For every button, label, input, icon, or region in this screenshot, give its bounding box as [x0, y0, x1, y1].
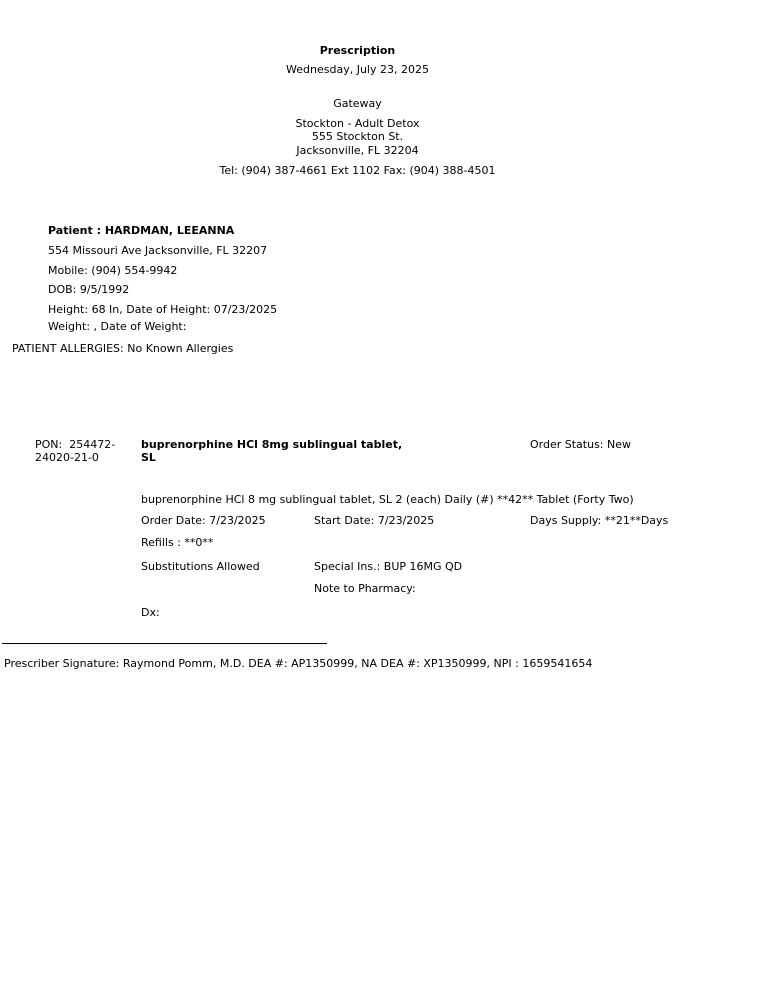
patient-height: Height: 68 In, Date of Height: 07/23/2025: [48, 303, 278, 316]
facility-contact: Tel: (904) 387-4661 Ext 1102 Fax: (904) 388-4501: [219, 164, 496, 177]
patient-address: 554 Missouri Ave Jacksonville, FL 32207: [48, 244, 268, 257]
start-date: Start Date: 7/23/2025: [314, 514, 435, 527]
substitutions: Substitutions Allowed: [141, 560, 260, 573]
drug-name-line-1: buprenorphine HCl 8mg sublingual tablet,: [141, 438, 403, 451]
pon-line-1: PON: 254472-: [35, 438, 116, 451]
document-title: Prescription: [319, 44, 396, 57]
days-supply: Days Supply: **21**Days: [530, 514, 669, 527]
patient-allergies: PATIENT ALLERGIES: No Known Allergies: [12, 342, 234, 355]
refills: Refills : **0**: [141, 536, 214, 549]
diagnosis: Dx:: [141, 606, 160, 619]
patient-dob: DOB: 9/5/1992: [48, 283, 130, 296]
facility-street: 555 Stockton St.: [311, 130, 404, 143]
prescriber-signature: Prescriber Signature: Raymond Pomm, M.D. DEA #: AP1350999, NA DEA #: XP1350999, NPI : 1659541654: [4, 657, 593, 670]
pon-line-2: 24020-21-0: [35, 451, 99, 464]
order-sig: buprenorphine HCl 8 mg sublingual tablet, SL 2 (each) Daily (#) **42** Tablet (Forty Two): [141, 493, 634, 506]
organization-name: Gateway: [333, 97, 382, 110]
facility-city: Jacksonville, FL 32204: [296, 144, 419, 157]
drug-name-line-2: SL: [141, 451, 156, 464]
signature-rule: [2, 643, 327, 644]
patient-mobile: Mobile: (904) 554-9942: [48, 264, 178, 277]
patient-name: Patient : HARDMAN, LEEANNA: [48, 224, 235, 237]
order-status: Order Status: New: [530, 438, 632, 451]
facility-name: Stockton - Adult Detox: [295, 117, 420, 130]
special-instructions: Special Ins.: BUP 16MG QD: [314, 560, 463, 573]
prescription-date: Wednesday, July 23, 2025: [286, 63, 429, 76]
drug-name: [141, 438, 402, 464]
note-to-pharmacy: Note to Pharmacy:: [314, 582, 416, 595]
order-date: Order Date: 7/23/2025: [141, 514, 266, 527]
pon-number: [35, 438, 115, 464]
patient-weight: Weight: , Date of Weight:: [48, 320, 187, 333]
